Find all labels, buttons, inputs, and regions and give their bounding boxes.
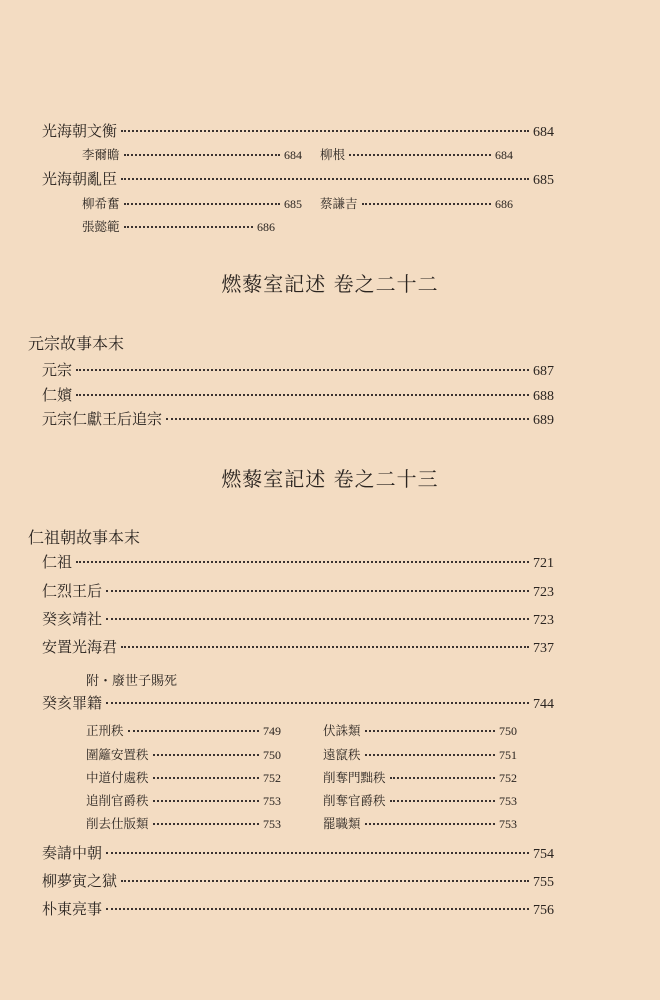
dot-leader — [390, 777, 495, 779]
toc-subentry — [82, 198, 302, 211]
page-number: 689 — [533, 413, 554, 428]
toc-subentry — [320, 149, 513, 162]
entry-title: 光海朝亂臣 — [42, 170, 118, 188]
toc-subentry — [82, 149, 302, 162]
toc-entry — [42, 172, 554, 188]
dot-leader — [121, 130, 529, 132]
toc-subentry — [323, 772, 517, 785]
page-number: 756 — [533, 903, 554, 918]
page-number: 744 — [533, 697, 554, 712]
entry-title: 削奪官爵秩 — [323, 793, 386, 808]
dot-leader — [121, 646, 529, 648]
entry-title: 仁烈王后 — [42, 582, 103, 600]
page-number: 754 — [533, 847, 554, 862]
toc-entry — [42, 846, 554, 862]
dot-leader — [124, 154, 280, 156]
toc-subentry — [323, 749, 517, 762]
appendix-note: 附・廢世子賜死 — [86, 674, 178, 689]
page-number: 723 — [533, 613, 554, 628]
page-number: 687 — [533, 364, 554, 379]
dot-leader — [76, 369, 529, 371]
dot-leader — [153, 777, 259, 779]
entry-title: 追削官爵秩 — [86, 793, 149, 808]
dot-leader — [153, 754, 259, 756]
section-title: 仁祖朝故事本末 — [28, 528, 141, 547]
toc-entry — [42, 640, 554, 656]
dot-leader — [124, 203, 280, 205]
page-number: 753 — [263, 817, 281, 831]
dot-leader — [106, 702, 529, 704]
dot-leader — [365, 730, 495, 732]
dot-leader — [153, 800, 259, 802]
page-number: 684 — [284, 148, 302, 162]
page-number: 684 — [533, 125, 554, 140]
toc-subentry — [86, 725, 281, 738]
page-number: 752 — [263, 771, 281, 785]
toc-subentry — [323, 818, 517, 831]
toc-subentry — [86, 772, 281, 785]
dot-leader — [121, 178, 529, 180]
entry-title: 李爾瞻 — [82, 147, 120, 162]
page-number: 753 — [499, 817, 517, 831]
page-number: 688 — [533, 389, 554, 404]
volume-heading: 燃藜室記述 卷之二十二 — [221, 272, 439, 296]
page-number: 751 — [499, 748, 517, 762]
page-number: 685 — [533, 173, 554, 188]
entry-title: 光海朝文衡 — [42, 122, 118, 140]
entry-title: 柳希奮 — [82, 196, 120, 211]
page-number: 684 — [495, 148, 513, 162]
toc-entry — [42, 874, 554, 890]
toc-entry — [42, 612, 554, 628]
page-number: 737 — [533, 641, 554, 656]
dot-leader — [106, 618, 529, 620]
page-number: 723 — [533, 585, 554, 600]
dot-leader — [76, 394, 529, 396]
dot-leader — [365, 823, 495, 825]
entry-title: 罷職類 — [323, 816, 361, 831]
entry-title: 張懿範 — [82, 219, 120, 234]
entry-title: 柳根 — [320, 147, 346, 162]
entry-title: 安置光海君 — [42, 638, 118, 656]
entry-title: 仁祖 — [42, 553, 73, 571]
page-number: 750 — [499, 724, 517, 738]
dot-leader — [124, 226, 253, 228]
entry-title: 柳夢寅之獄 — [42, 872, 118, 890]
toc-entry — [42, 363, 554, 379]
page-number: 685 — [284, 197, 302, 211]
toc-entry — [42, 412, 554, 428]
dot-leader — [365, 754, 495, 756]
entry-title: 癸亥罪籍 — [42, 694, 103, 712]
section-title: 元宗故事本末 — [28, 334, 125, 353]
entry-title: 朴東亮事 — [42, 900, 103, 918]
entry-title: 元宗 — [42, 361, 73, 379]
dot-leader — [153, 823, 259, 825]
dot-leader — [349, 154, 491, 156]
dot-leader — [362, 203, 491, 205]
toc-entry — [42, 696, 554, 712]
entry-title: 削去仕版類 — [86, 816, 149, 831]
toc-entry — [42, 388, 554, 404]
toc-subentry — [323, 725, 517, 738]
page-number: 749 — [263, 724, 281, 738]
entry-title: 蔡謙吉 — [320, 196, 358, 211]
page-number: 752 — [499, 771, 517, 785]
toc-entry — [42, 584, 554, 600]
toc-subentry — [86, 795, 281, 808]
toc-subentry — [323, 795, 517, 808]
page-number: 753 — [499, 794, 517, 808]
page-number: 686 — [495, 197, 513, 211]
toc-entry — [42, 902, 554, 918]
volume-heading: 燃藜室記述 卷之二十三 — [221, 467, 439, 491]
page-number: 753 — [263, 794, 281, 808]
dot-leader — [106, 590, 529, 592]
page-number: 686 — [257, 220, 275, 234]
dot-leader — [128, 730, 259, 732]
dot-leader — [390, 800, 495, 802]
dot-leader — [166, 418, 529, 420]
dot-leader — [121, 880, 529, 882]
toc-entry — [42, 555, 554, 571]
toc-entry — [42, 124, 554, 140]
dot-leader — [76, 561, 529, 563]
page-number: 721 — [533, 556, 554, 571]
entry-title: 癸亥靖社 — [42, 610, 103, 628]
entry-title: 伏誅類 — [323, 723, 361, 738]
entry-title: 元宗仁獻王后追宗 — [42, 410, 163, 428]
toc-subentry — [86, 818, 281, 831]
entry-title: 遠竄秩 — [323, 747, 361, 762]
dot-leader — [106, 852, 529, 854]
entry-title: 仁嬪 — [42, 386, 73, 404]
toc-subentry — [82, 221, 275, 234]
page-number: 755 — [533, 875, 554, 890]
toc-subentry — [86, 749, 281, 762]
entry-title: 圍籬安置秩 — [86, 747, 149, 762]
toc-subentry — [320, 198, 513, 211]
dot-leader — [106, 908, 529, 910]
entry-title: 奏請中朝 — [42, 844, 103, 862]
page-number: 750 — [263, 748, 281, 762]
entry-title: 中道付處秩 — [86, 770, 149, 785]
entry-title: 正刑秩 — [86, 723, 124, 738]
entry-title: 削奪門黜秩 — [323, 770, 386, 785]
